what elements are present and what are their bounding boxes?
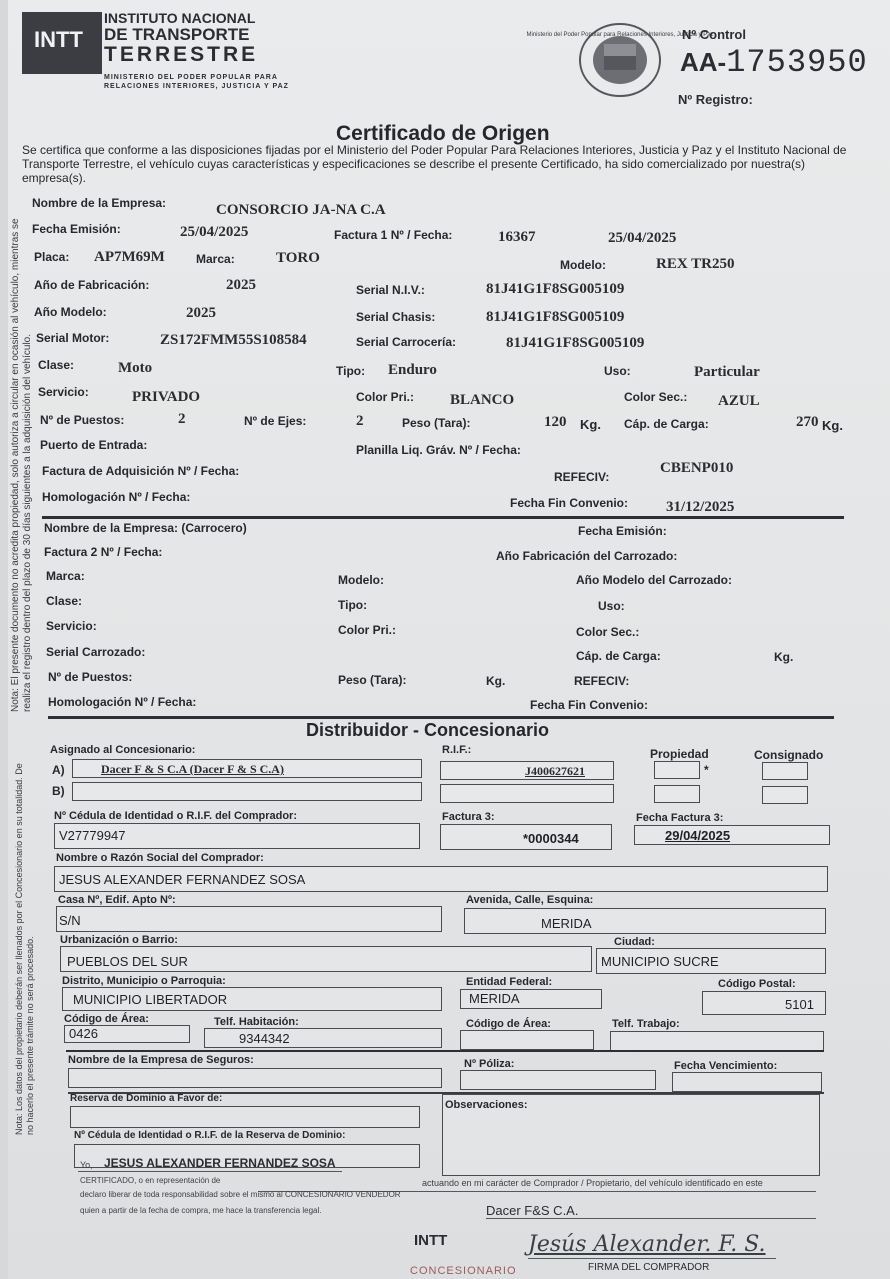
nombre-comprador-field[interactable]: [54, 866, 828, 892]
control-label: Nº Control: [682, 27, 746, 42]
casa-field[interactable]: [56, 906, 442, 932]
factura1-number: 16367: [498, 229, 536, 245]
reserva-field[interactable]: [70, 1106, 420, 1128]
carrocero-modelo-label: Modelo:: [338, 573, 384, 587]
carroceria-value: 81J41G1F8SG005109: [506, 335, 645, 351]
distrito-field[interactable]: [62, 987, 442, 1011]
fecha-emision-label: Fecha Emisión:: [32, 222, 121, 236]
peso-unit: Kg.: [580, 417, 601, 432]
propiedad-b-checkbox[interactable]: [654, 785, 700, 803]
distribuidor-title: Distribuidor - Concesionario: [306, 720, 550, 740]
carrocero-servicio-label: Servicio:: [46, 619, 97, 633]
carrocero-carga-unit: Kg.: [774, 650, 794, 664]
avenida-label: Avenida, Calle, Esquina:: [466, 894, 594, 906]
cedula-label: Nº Cédula de Identidad o R.I.F. del Comprador:: [54, 810, 297, 822]
asignado-label: Asignado al Concesionario:: [50, 744, 196, 756]
ejes-value: 2: [356, 413, 364, 429]
postal-label: Código Postal:: [718, 978, 796, 990]
certificate-document: [8, 0, 890, 1279]
carrocero-homolog-label: Homologación Nº / Fecha:: [48, 695, 197, 709]
carrocero-marca-label: Marca:: [46, 569, 85, 583]
peso-label: Peso (Tara):: [402, 416, 471, 430]
declaracion-vendedor: Dacer F&S C.A.: [486, 1203, 579, 1218]
telf-trab-field[interactable]: [610, 1031, 824, 1051]
telf-hab-value: 9344342: [239, 1031, 290, 1046]
carrocero-carga-label: Cáp. de Carga:: [576, 649, 661, 663]
declaracion-actuando: actuando en mi carácter de Comprador / Propietario, del vehículo identificado en este: [422, 1178, 763, 1188]
placa-label: Placa:: [34, 250, 70, 264]
consignado-a-checkbox[interactable]: [762, 762, 808, 780]
puestos-label: Nº de Puestos:: [40, 413, 125, 427]
carga-unit: Kg.: [822, 418, 843, 433]
puerto-label: Puerto de Entrada:: [40, 438, 148, 452]
side-note-bottom: Nota: Los datos del propietario deberán ser llenados por el Concesionario en su totalidad. De no hacerlo el presente trámite no será procesado.: [14, 763, 35, 1135]
firma-label: FIRMA DEL COMPRADOR: [588, 1262, 710, 1273]
peso-value: 120: [544, 414, 567, 430]
cod-area-value: 0426: [69, 1026, 98, 1041]
carrocero-serial-label: Serial Carrozado:: [46, 645, 146, 659]
uso-label: Uso:: [604, 364, 631, 378]
signature-line: [528, 1258, 776, 1259]
homolog-label: Homologación Nº / Fecha:: [42, 490, 191, 504]
registro-label: Nº Registro:: [678, 92, 753, 107]
postal-value: 5101: [785, 997, 814, 1012]
puestos-value: 2: [178, 411, 186, 427]
avenida-field[interactable]: [464, 908, 826, 934]
avenida-value: MERIDA: [541, 916, 592, 931]
propiedad-label: Propiedad: [650, 747, 709, 761]
uso-value: Particular: [694, 364, 760, 380]
motor-label: Serial Motor:: [36, 331, 110, 345]
section-divider-1: [42, 516, 844, 519]
nombre-comprador-label: Nombre o Razón Social del Comprador:: [56, 852, 264, 864]
entidad-label: Entidad Federal:: [466, 976, 553, 988]
nombre-comprador-value: JESUS ALEXANDER FERNANDEZ SOSA: [59, 872, 306, 887]
modelo-label: Modelo:: [560, 258, 606, 272]
motor-value: ZS172FMM55S108584: [160, 332, 307, 348]
seguros-field[interactable]: [68, 1068, 442, 1088]
tipo-label: Tipo:: [336, 364, 366, 378]
poliza-field[interactable]: [460, 1070, 656, 1090]
observaciones-label: Observaciones:: [445, 1099, 528, 1111]
concesionario-a-value: Dacer F & S C.A (Dacer F & S C.A): [101, 762, 284, 776]
seal-text: Ministerio del Poder Popular para Relaciones Interiores, Justicia y Paz: [526, 32, 714, 38]
cod-area-field[interactable]: [64, 1025, 190, 1043]
servicio-label: Servicio:: [38, 385, 89, 399]
niv-label: Serial N.I.V.:: [356, 283, 425, 297]
postal-field[interactable]: [702, 991, 826, 1015]
marca-value: TORO: [276, 250, 320, 266]
factura1-date: 25/04/2025: [608, 230, 677, 246]
carga-label: Cáp. de Carga:: [624, 417, 709, 431]
carrocero-clase-label: Clase:: [46, 594, 83, 608]
color-pri-label: Color Pri.:: [356, 390, 415, 404]
urbanizacion-label: Urbanización o Barrio:: [60, 934, 178, 946]
consignado-label: Consignado: [754, 748, 824, 762]
carrocero-tipo-label: Tipo:: [338, 598, 368, 612]
propiedad-a-checkbox[interactable]: [654, 761, 700, 779]
side-note-top: Nota: El presente documento no acredita propiedad, solo autoriza a circular en ocasión al vehículo, mientras se realiza el registro dentro del plazo de 30 días siguientes a la adquisición del vehículo.: [10, 218, 33, 712]
niv-value: 81J41G1F8SG005109: [486, 281, 625, 297]
declaracion-name-line: [78, 1171, 342, 1172]
carrocero-puestos-label: Nº de Puestos:: [48, 670, 133, 684]
marca-label: Marca:: [196, 252, 235, 266]
carrocero-fecha-label: Fecha Emisión:: [578, 524, 667, 538]
consignado-b-checkbox[interactable]: [762, 786, 808, 804]
concesionario-a-field[interactable]: [72, 759, 422, 778]
org-name-line3: TERRESTRE: [104, 43, 259, 66]
cedula-value: V27779947: [59, 828, 126, 843]
carrocero-anio-fab-label: Año Fabricación del Carrozado:: [496, 549, 678, 563]
carga-value: 270: [796, 414, 819, 430]
anio-modelo-label: Año Modelo:: [34, 305, 107, 319]
carrocero-uso-label: Uso:: [598, 599, 625, 613]
carrocero-empresa-label: Nombre de la Empresa: (Carrocero): [44, 521, 247, 535]
servicio-value: PRIVADO: [132, 389, 201, 405]
planilla-label: Planilla Liq. Gráv. Nº / Fecha:: [356, 443, 521, 457]
carrocero-peso-label: Peso (Tara):: [338, 673, 407, 687]
telf-hab-label: Telf. Habitación:: [214, 1016, 299, 1028]
casa-label: Casa Nº, Edif. Apto Nº:: [58, 894, 176, 906]
fecha-factura3-value: 29/04/2025: [665, 828, 731, 843]
empresa-label: Nombre de la Empresa:: [32, 196, 167, 210]
rif-label: R.I.F.:: [442, 744, 472, 756]
ministry-line2: RELACIONES INTERIORES, JUSTICIA Y PAZ: [104, 83, 289, 90]
carrocero-peso-unit: Kg.: [486, 674, 506, 688]
carrocero-refeciv-label: REFECIV:: [574, 674, 630, 688]
entidad-field[interactable]: [460, 989, 602, 1009]
fecha-emision-value: 25/04/2025: [180, 224, 249, 240]
fin-convenio-value: 31/12/2025: [666, 499, 735, 515]
poliza-label: Nº Póliza:: [464, 1058, 515, 1070]
ejes-label: Nº de Ejes:: [244, 414, 307, 428]
observaciones-field[interactable]: [442, 1094, 820, 1176]
row-b-label: B): [52, 784, 65, 798]
declaracion-line2: CERTIFICADO, o en representación de: [80, 1176, 221, 1185]
placa-value: AP7M69M: [94, 249, 165, 265]
color-pri-value: BLANCO: [450, 392, 515, 408]
carroceria-label: Serial Carrocería:: [356, 335, 457, 349]
ciudad-value: MUNICIPIO SUCRE: [601, 954, 719, 969]
urbanizacion-field[interactable]: [60, 946, 592, 972]
intro-text: Se certifica que conforme a las disposiciones fijadas por el Ministerio del Poder Popular Para Relaciones Interiores, Justicia y Paz y el Instituto Nacional de Transporte Terrestre, el vehículo cuyas características y especificaciones se describe el presente Certificado, ha sido comercializado por nuestra(s) empresa(s).: [22, 143, 847, 185]
reserva-label: Reserva de Dominio a Favor de:: [70, 1093, 223, 1104]
declaracion-line4: quien a partir de la fecha de compra, me hace la transferencia legal.: [80, 1206, 322, 1215]
factura1-label: Factura 1 Nº / Fecha:: [334, 228, 453, 242]
ciudad-field[interactable]: [596, 948, 826, 974]
carrocero-color-pri-label: Color Pri.:: [338, 623, 397, 637]
ciudad-label: Ciudad:: [614, 936, 655, 948]
carrocero-anio-modelo-label: Año Modelo del Carrozado:: [576, 573, 732, 587]
fact-adq-label: Factura de Adquisición Nº / Fecha:: [42, 464, 240, 478]
cod-area2-label: Código de Área:: [466, 1018, 551, 1030]
control-digits: 1753950: [726, 44, 868, 81]
fecha-factura3-label: Fecha Factura 3:: [636, 812, 724, 824]
seguros-label: Nombre de la Empresa de Seguros:: [68, 1054, 254, 1066]
tipo-value: Enduro: [388, 362, 437, 378]
carrocero-factura2-label: Factura 2 Nº / Fecha:: [44, 545, 163, 559]
cod-area2-field[interactable]: [460, 1030, 594, 1050]
chasis-label: Serial Chasis:: [356, 310, 436, 324]
org-name-line2: DE TRANSPORTE: [104, 25, 250, 44]
org-name-line1: INSTITUTO NACIONAL: [104, 10, 256, 26]
declaracion-vendedor-line: [486, 1218, 816, 1219]
telf-trab-label: Telf. Trabajo:: [612, 1018, 680, 1030]
urbanizacion-value: PUEBLOS DEL SUR: [67, 954, 188, 969]
footer-intt: INTT: [414, 1232, 448, 1249]
carrocero-fin-convenio-label: Fecha Fin Convenio:: [530, 698, 649, 712]
empresa-value: CONSORCIO JA-NA C.A: [216, 202, 386, 218]
telf-hab-field[interactable]: [204, 1028, 442, 1048]
color-sec-value: AZUL: [718, 393, 760, 409]
refeciv-label: REFECIV:: [554, 470, 610, 484]
anio-fab-value: 2025: [226, 277, 256, 293]
vencimiento-label: Fecha Vencimiento:: [674, 1060, 778, 1072]
factura3-value: *0000344: [523, 831, 579, 846]
vencimiento-field[interactable]: [672, 1072, 822, 1092]
chasis-value: 81J41G1F8SG005109: [486, 309, 625, 325]
carrocero-color-sec-label: Color Sec.:: [576, 625, 640, 639]
casa-value: S/N: [59, 913, 81, 928]
factura3-label: Factura 3:: [442, 811, 495, 823]
control-prefix: AA-: [680, 47, 727, 77]
intt-logo-text: INTT: [34, 27, 83, 52]
fecha-factura3-field[interactable]: [634, 825, 830, 845]
cedula-reserva-label: Nº Cédula de Identidad o R.I.F. de la Reserva de Dominio:: [74, 1130, 346, 1141]
intt-logo: [22, 12, 102, 74]
cod-area-label: Código de Área:: [64, 1013, 149, 1025]
row-a-label: A): [52, 763, 65, 777]
clase-label: Clase:: [38, 358, 75, 372]
refeciv-value: CBENP010: [660, 460, 734, 476]
entidad-value: MERIDA: [469, 991, 520, 1006]
clase-value: Moto: [118, 360, 153, 376]
distrito-value: MUNICIPIO LIBERTADOR: [73, 992, 228, 1007]
anio-modelo-value: 2025: [186, 305, 216, 321]
rif-a-field[interactable]: [440, 761, 614, 780]
rif-b-field[interactable]: [440, 784, 614, 803]
section-divider-2: [48, 716, 834, 719]
declaracion-yo: Yo,: [80, 1160, 93, 1170]
rif-a-value: J400627621: [525, 764, 585, 778]
buyer-signature: Jesús Alexander. F. S.: [528, 1232, 766, 1257]
section-divider-3: [66, 1050, 824, 1052]
color-sec-label: Color Sec.:: [624, 390, 688, 404]
anio-fab-label: Año de Fabricación:: [34, 278, 150, 292]
factura3-field[interactable]: [440, 824, 612, 850]
footer-concesionario: CONCESIONARIO: [410, 1265, 517, 1277]
control-number: [680, 44, 868, 81]
modelo-value: REX TR250: [656, 256, 735, 272]
distrito-label: Distrito, Municipio o Parroquia:: [62, 975, 226, 987]
declaracion-line3: declaro liberar de toda responsabilidad sobre el mismo al CONCESIONARIO VENDEDOR: [80, 1190, 401, 1199]
ministry-line1: MINISTERIO DEL PODER POPULAR PARA: [104, 74, 278, 81]
page-title: Certificado de Origen: [336, 122, 550, 145]
cedula-field[interactable]: [54, 823, 420, 849]
declaracion-nombre: JESUS ALEXANDER FERNANDEZ SOSA: [104, 1156, 336, 1170]
propiedad-a-mark: *: [704, 763, 709, 777]
fin-convenio-label: Fecha Fin Convenio:: [510, 496, 629, 510]
concesionario-b-field[interactable]: [72, 782, 422, 801]
